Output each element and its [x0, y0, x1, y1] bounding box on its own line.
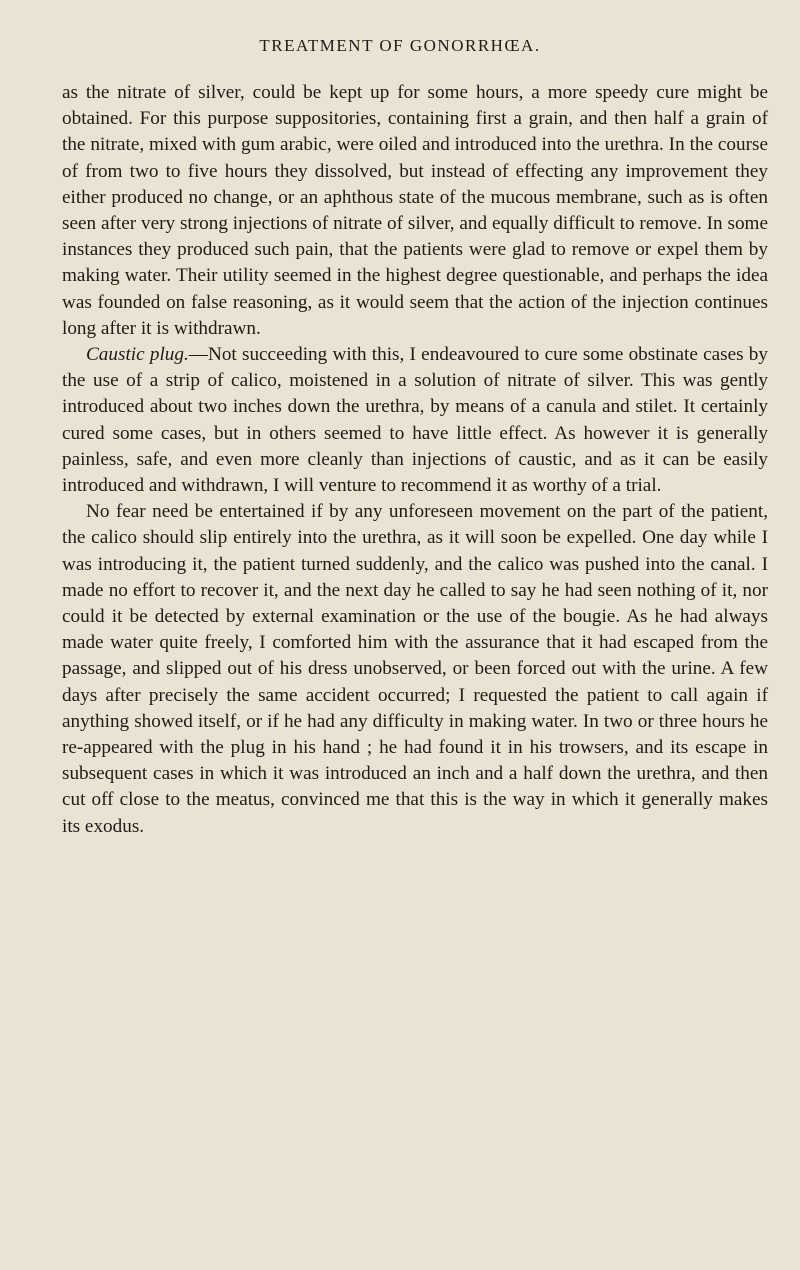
- paragraph-caustic-plug-text: —Not succeeding with this, I endeavoured to cure some obstinate cases by the use of a strip of calico, moistened in a solution of nitrate of silver. This was gently introduced about two inches down the urethra, by means of a canula and stilet. It certainly cured some cases, but in others seemed to have little effect. As however it is generally painless, safe, and even more cleanly than injections of caustic, and as it can be easily introduced and withdrawn, I will venture to recommend it as worthy of a trial.: [62, 344, 768, 497]
- paragraph-continuation: as the nitrate of silver, could be kept up for some hours, a more speedy cure might be obtained. For this purpose suppositories, containing first a grain, and then half a grain of the nitrate, mixed with gum arabic, were oiled and introduced into the urethra. In the course of from two to five hours they dissolved, but instead of effecting any improvement they either produced no change, or an aphthous state of the mucous membrane, such as is often seen after very strong injections of nitrate of silver, and equally difficult to remove. In some instances they produced such pain, that the patients were glad to remove or expel them by making water. Their utility seemed in the highest degree questionable, and perhaps the idea was founded on false reasoning, as it would seem that the action of the injection continues long after it is withdrawn.: [62, 82, 768, 339]
- running-head: TREATMENT OF GONORRHŒA.: [259, 36, 541, 55]
- paragraph-caustic-plug: [62, 342, 768, 499]
- paragraph-no-fear: No fear need be entertained if by any unforeseen movement on the part of the patient, the calico should slip entirely into the urethra, as it will soon be expelled. One day while I was introducing it, the patient turned suddenly, and the calico was pushed into the canal. I made no effort to recover it, and the next day he called to say he had seen nothing of it, nor could it be detected by external examination or the use of the bougie. As he had always made water quite freely, I comforted him with the assurance that it had escaped from the passage, and slipped out of his dress unobserved, or been forced out with the urine. A few days after precisely the same accident occurred; I requested the patient to call again if anything showed itself, or if he had any difficulty in making water. In two or three hours he re-appeared with the plug in his hand ; he had found it in his trowsers, and its escape in subsequent cases in which it was introduced an inch and a half down the urethra, and then cut off close to the meatus, convinced me that this is the way in which it generally makes its exodus.: [62, 501, 768, 837]
- section-heading-caustic-plug: Caustic plug.: [86, 344, 189, 366]
- body-text: [62, 80, 768, 840]
